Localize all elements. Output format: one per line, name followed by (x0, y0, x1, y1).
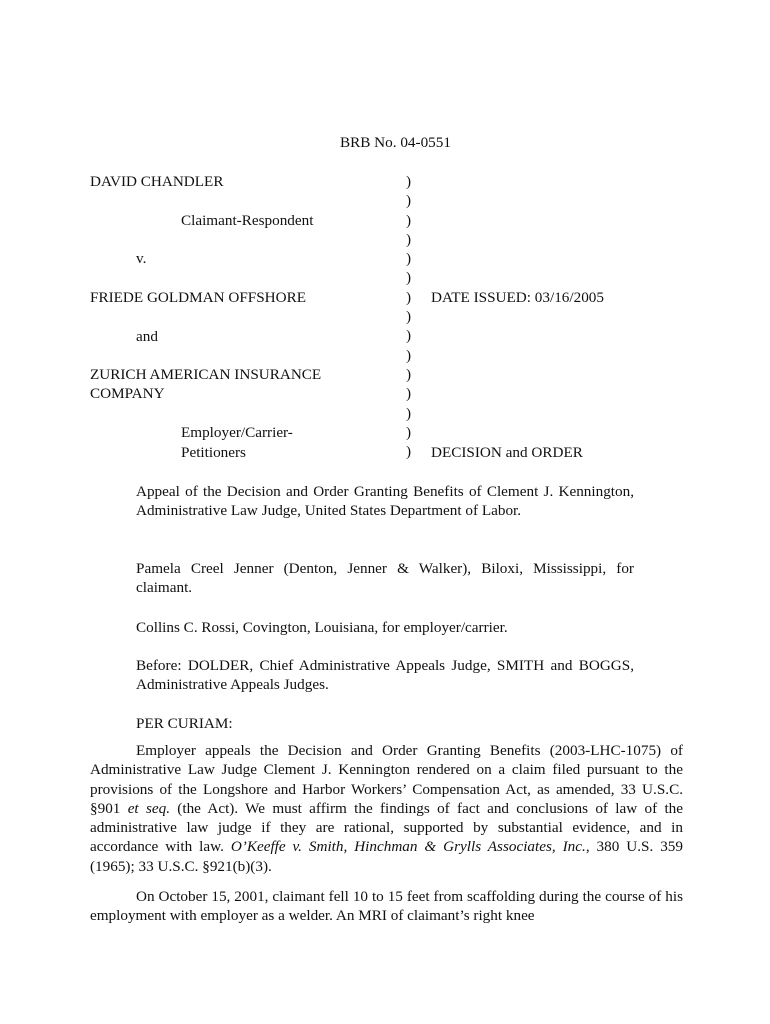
para1-et-seq: et seq. (127, 799, 170, 817)
paren: ) (406, 173, 412, 190)
para2-text: On October 15, 2001, claimant fell 10 to 15 feet from scaffolding during the course of his employment with employer as a welder. An MRI of claimant’s right knee (90, 888, 683, 925)
and-connector: and (136, 328, 158, 345)
before-panel: Before: DOLDER, Chief Administrative Appeals Judge, SMITH and BOGGS, Administrative Appeals Judges. (136, 657, 634, 694)
paren: ) (406, 250, 412, 268)
paren: ) (406, 365, 412, 383)
opinion-paragraph-1 (90, 741, 683, 876)
caption-parentheses (406, 172, 420, 461)
carrier-name-line1: ZURICH AMERICAN INSURANCE (90, 366, 322, 383)
claimant-name: DAVID CHANDLER (90, 173, 224, 190)
para1-text3: , 380 U.S. 359 (1965); 33 U.S.C. §921(b)(3). (90, 838, 683, 875)
paren: ) (406, 346, 412, 364)
per-curiam-heading: PER CURIAM: (136, 715, 233, 732)
paren: ) (406, 404, 412, 422)
paren: ) (406, 308, 412, 326)
para1-text2: (the Act). We must affirm the findings of fact and conclusions of law of the administrative law judge if they are rational, supported by substantial evidence, and in accordance with law. (90, 799, 684, 856)
docket-number: BRB No. 04-0551 (340, 134, 451, 151)
counsel-claimant: Pamela Creel Jenner (Denton, Jenner & Walker), Biloxi, Mississippi, for claimant. (136, 560, 634, 597)
employer-name: FRIEDE GOLDMAN OFFSHORE (90, 289, 307, 306)
paren: ) (406, 423, 412, 441)
para1-case-citation: O’Keeffe v. Smith, Hinchman & Grylls Associates, Inc. (230, 838, 586, 856)
paren: ) (406, 269, 412, 287)
paren: ) (406, 443, 412, 461)
paren: ) (406, 327, 412, 345)
opinion-paragraph-2 (90, 887, 683, 926)
petitioner-role-line2: Petitioners (181, 444, 246, 461)
claimant-role: Claimant-Respondent (181, 212, 314, 229)
petitioner-role-line1: Employer/Carrier- (181, 424, 293, 441)
paren: ) (406, 192, 412, 210)
carrier-name-line2: COMPANY (90, 385, 165, 402)
appeal-paragraph: Appeal of the Decision and Order Granting Benefits of Clement J. Kennington, Administrative Law Judge, United States Department of Labor. (136, 483, 634, 520)
paren: ) (406, 288, 412, 306)
para1-text1: Employer appeals the Decision and Order Granting Benefits (2003-LHC-1075) of Administrative Law Judge Clement J. Kennington rendered on a claim filed pursuant to the provisions of the Longshore and Harbor Workers’ Compensation Act, as amended, 33 U.S.C. §901 (90, 742, 683, 817)
counsel-employer: Collins C. Rossi, Covington, Louisiana, for employer/carrier. (136, 619, 508, 636)
date-issued: DATE ISSUED: 03/16/2005 (431, 289, 604, 306)
paren: ) (406, 385, 412, 403)
paren: ) (406, 230, 412, 248)
versus: v. (136, 250, 147, 267)
decision-title: DECISION and ORDER (431, 444, 583, 461)
paren: ) (406, 211, 412, 229)
